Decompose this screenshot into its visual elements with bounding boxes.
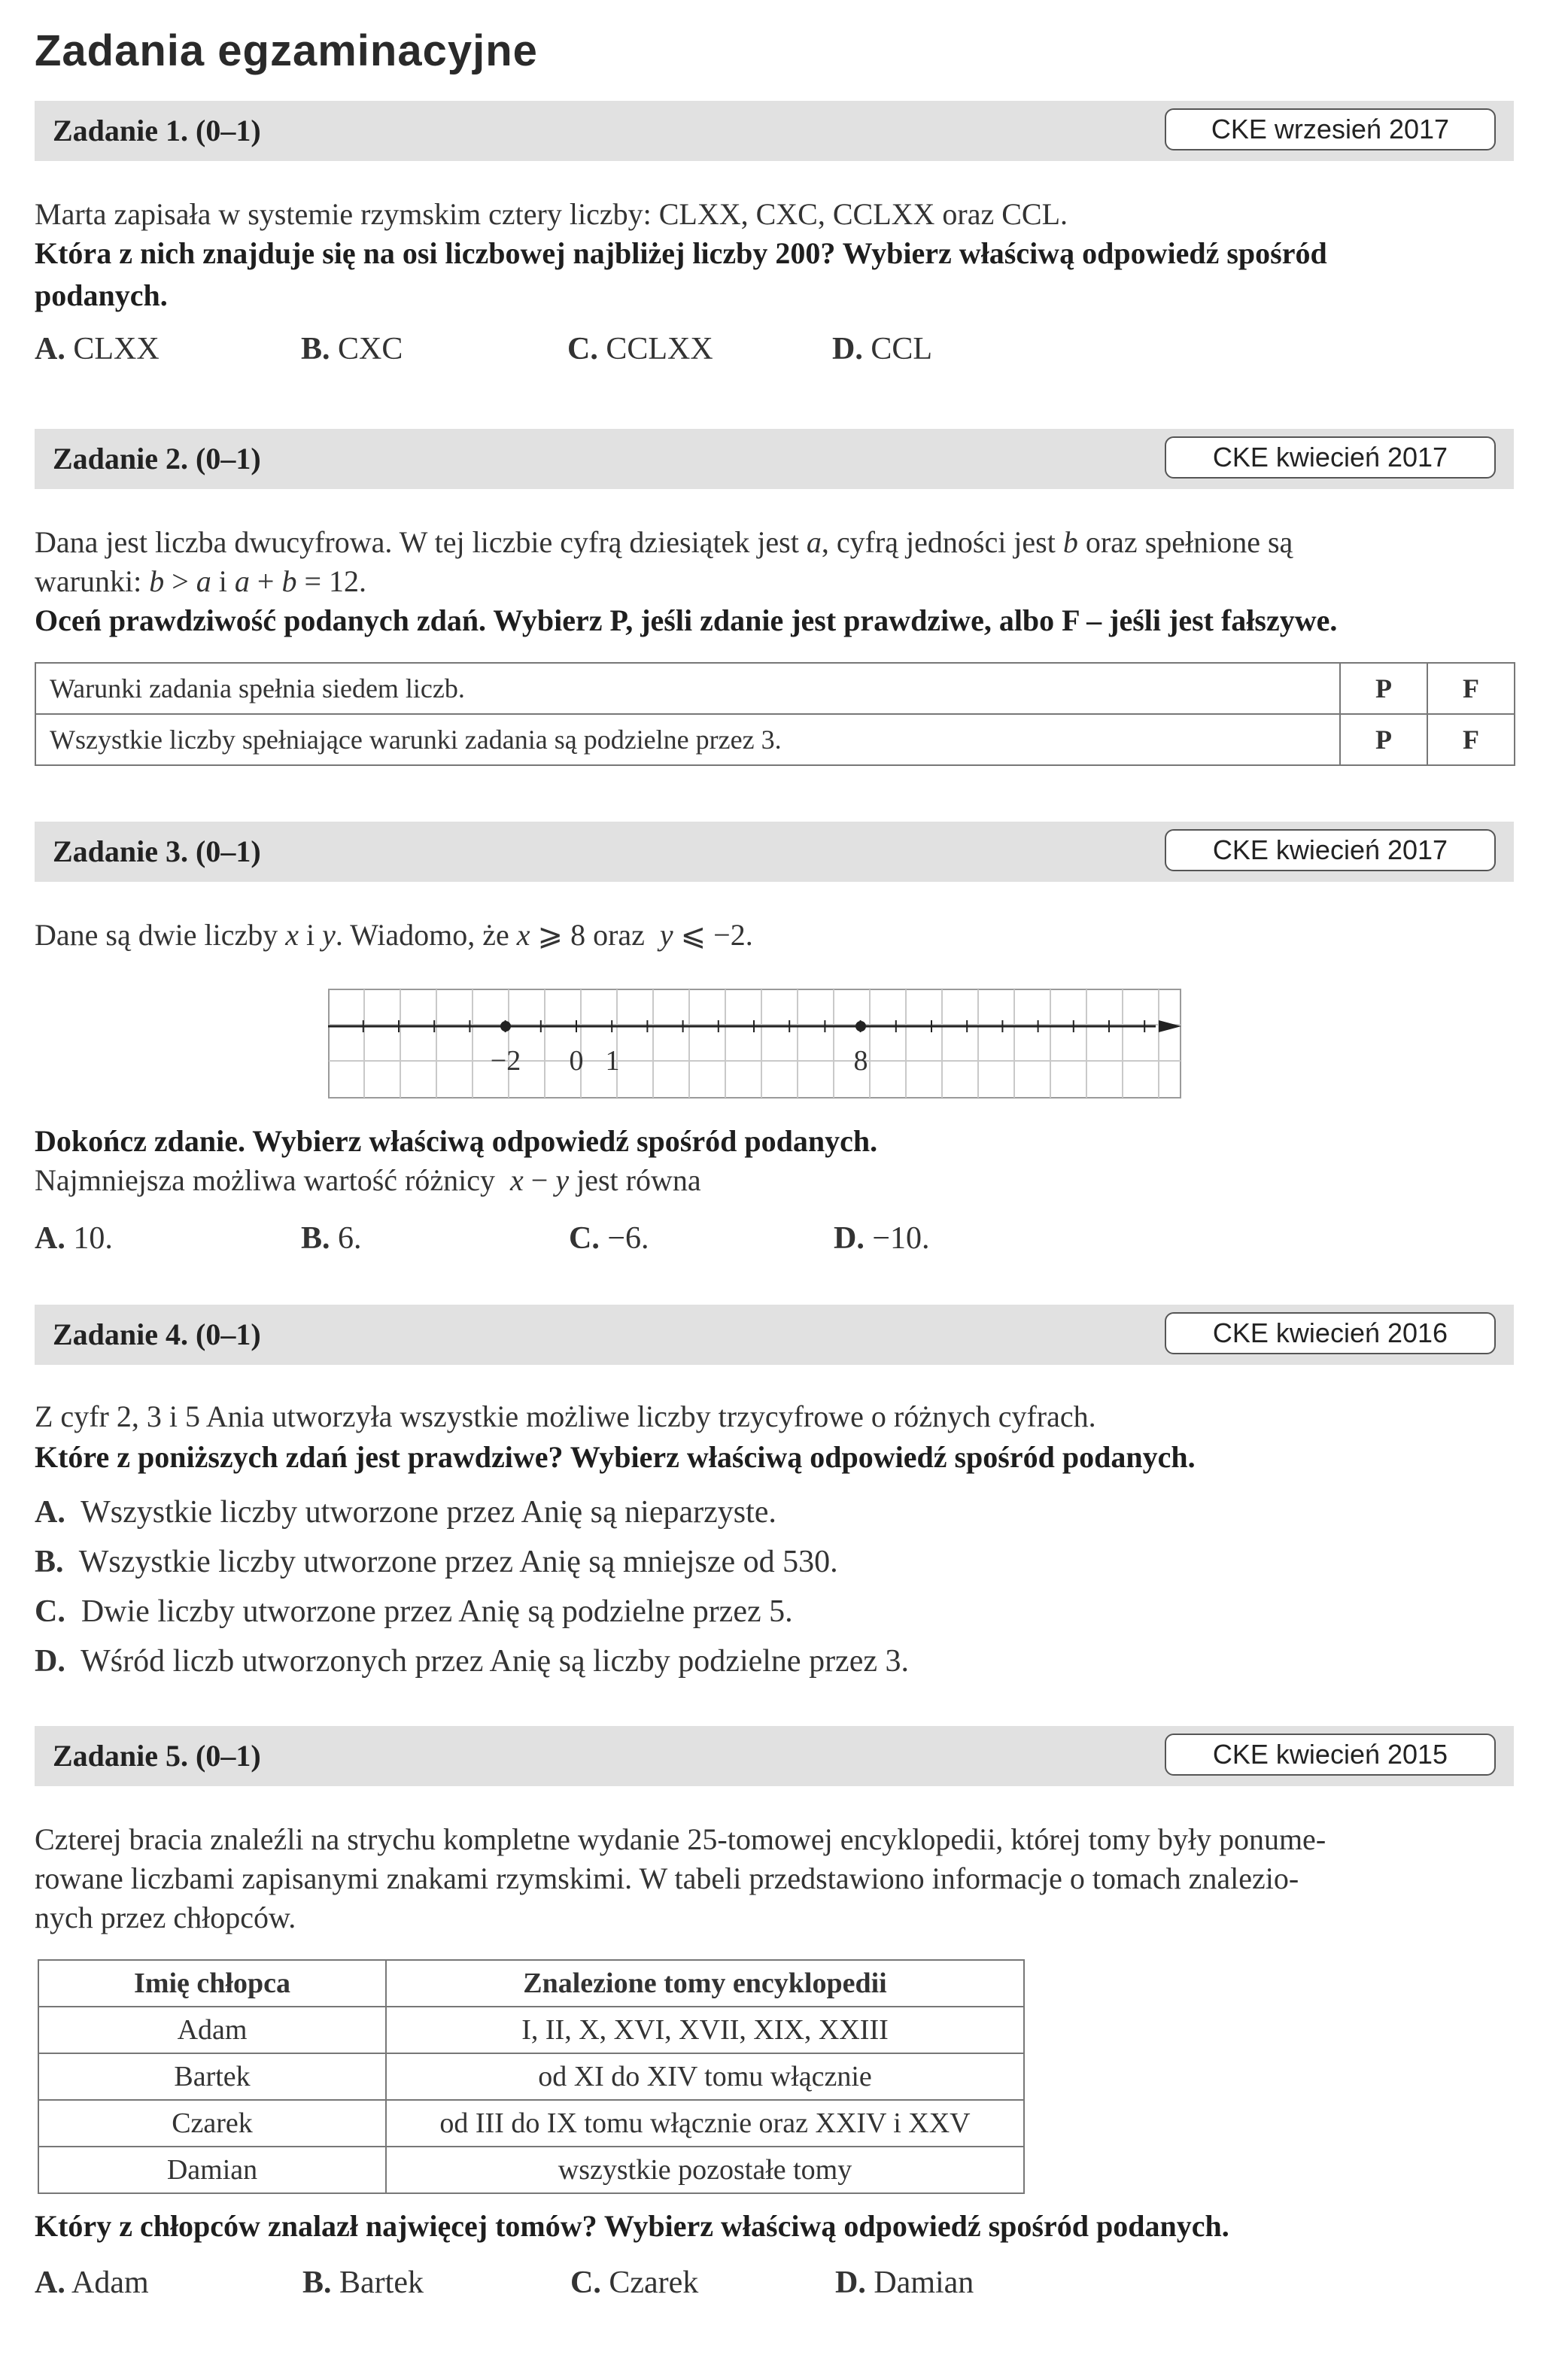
- task-4-source-badge: CKE kwiecień 2016: [1165, 1312, 1496, 1354]
- task-2-intro-line-1: Dana jest liczba dwucyfrowa. W tej liczbie cyfrą dziesiątek jest a, cyfrą jedności jest b oraz spełnione są: [35, 525, 1293, 559]
- task-2-label: Zadanie 2. (0–1): [53, 442, 261, 476]
- task-2-statements-table: [35, 662, 1515, 766]
- task-5-option-a[interactable]: A. Adam: [35, 2265, 149, 2300]
- task-3-option-d[interactable]: D. −10.: [834, 1221, 930, 1256]
- table-cell: Czarek: [38, 2100, 386, 2147]
- task-3-intro: Dane są dwie liczby x i y. Wiadomo, że x ⩾ 8 oraz y ⩽ −2.: [35, 918, 753, 952]
- task-1-source-badge: CKE wrzesień 2017: [1165, 108, 1496, 150]
- tick-label-8: 8: [853, 1045, 868, 1077]
- point-minus-2: [500, 1021, 511, 1032]
- task-1-option-b[interactable]: B. CXC: [301, 332, 403, 366]
- task-1-question-line-1: Która z nich znajduje się na osi liczbowej najbliżej liczby 200? Wybierz właściwą odpowiedź spośród: [35, 236, 1327, 270]
- task-4-option-a[interactable]: A. Wszystkie liczby utworzone przez Anię są nieparzyste.: [35, 1495, 776, 1530]
- task-5-header: [35, 1726, 1514, 1786]
- task-4-question: Które z poniższych zdań jest prawdziwe? Wybierz właściwą odpowiedź spośród podanych.: [35, 1440, 1196, 1474]
- task-4-option-d[interactable]: D. Wśród liczb utworzonych przez Anię są liczby podzielne przez 3.: [35, 1644, 909, 1679]
- task-4-option-c[interactable]: C. Dwie liczby utworzone przez Anię są podzielne przez 5.: [35, 1594, 793, 1629]
- statement-1-p[interactable]: P: [1340, 663, 1427, 714]
- task-2-intro-line-2: warunki: b > a i a + b = 12.: [35, 564, 366, 598]
- table-row: [35, 663, 1515, 714]
- task-3-option-b[interactable]: B. 6.: [301, 1221, 362, 1256]
- task-3-question: Dokończ zdanie. Wybierz właściwą odpowiedź spośród podanych.: [35, 1124, 878, 1158]
- task-5-option-c[interactable]: C. Czarek: [570, 2265, 699, 2300]
- tick-label-0: 0: [569, 1045, 584, 1077]
- task-5-option-b[interactable]: B. Bartek: [302, 2265, 424, 2300]
- task-1-option-d[interactable]: D. CCL: [832, 332, 933, 366]
- task-5-intro-line-3: nych przez chłopców.: [35, 1901, 296, 1934]
- table-cell: I, II, X, XVI, XVII, XIX, XXIII: [386, 2007, 1024, 2053]
- arrow-right-icon: [1159, 1020, 1181, 1032]
- task-4-header: [35, 1305, 1514, 1365]
- table-cell: Bartek: [38, 2053, 386, 2100]
- task-1-option-a[interactable]: A. CLXX: [35, 332, 160, 366]
- statement-text: Wszystkie liczby spełniające warunki zadania są podzielne przez 3.: [35, 714, 1340, 765]
- table-cell: od XI do XIV tomu włącznie: [386, 2053, 1024, 2100]
- statement-2-f[interactable]: F: [1427, 714, 1515, 765]
- table-row: [38, 2147, 1024, 2193]
- task-4-label: Zadanie 4. (0–1): [53, 1317, 261, 1351]
- statement-1-f[interactable]: F: [1427, 663, 1515, 714]
- table-cell: Damian: [38, 2147, 386, 2193]
- task-5-intro-line-2: rowane liczbami zapisanymi znakami rzymskimi. W tabeli przedstawiono informacje o tomach znalezio-: [35, 1861, 1299, 1895]
- task-3-label: Zadanie 3. (0–1): [53, 834, 261, 868]
- point-8: [855, 1021, 866, 1032]
- task-5-volumes-table: [38, 1959, 1025, 2194]
- task-3-source-badge: CKE kwiecień 2017: [1165, 829, 1496, 871]
- table-row: [38, 2100, 1024, 2147]
- statement-text: Warunki zadania spełnia siedem liczb.: [35, 663, 1340, 714]
- task-3-option-c[interactable]: C. −6.: [569, 1221, 649, 1256]
- task-5-option-d[interactable]: D. Damian: [835, 2265, 974, 2300]
- tick-label-1: 1: [605, 1045, 620, 1077]
- task-5-intro-line-1: Czterej bracia znaleźli na strychu kompletne wydanie 25-tomowej encyklopedii, której tomy były ponume-: [35, 1822, 1326, 1856]
- table-header: Znalezione tomy encyklopedii: [386, 1960, 1024, 2007]
- page-title: Zadania egzaminacyjne: [35, 26, 538, 75]
- task-2-question: Oceń prawdziwość podanych zdań. Wybierz P, jeśli zdanie jest prawdziwe, albo F – jeśli jest fałszywe.: [35, 603, 1338, 637]
- task-5-question: Który z chłopców znalazł najwięcej tomów? Wybierz właściwą odpowiedź spośród podanych.: [35, 2209, 1229, 2243]
- task-2-source-badge: CKE kwiecień 2017: [1165, 436, 1496, 479]
- task-1-option-c[interactable]: C. CCLXX: [567, 332, 713, 366]
- task-1-intro: Marta zapisała w systemie rzymskim cztery liczby: CLXX, CXC, CCLXX oraz CCL.: [35, 197, 1068, 231]
- task-3-sentence: Najmniejsza możliwa wartość różnicy x − y jest równa: [35, 1163, 701, 1197]
- task-5-source-badge: CKE kwiecień 2015: [1165, 1734, 1496, 1776]
- tick-label-minus-2: −2: [490, 1045, 521, 1077]
- task-5-label: Zadanie 5. (0–1): [53, 1739, 261, 1773]
- number-line-grid: [328, 989, 1181, 1098]
- task-4-option-b[interactable]: B. Wszystkie liczby utworzone przez Anię są mniejsze od 530.: [35, 1545, 838, 1579]
- task-1-question-line-2: podanych.: [35, 278, 168, 312]
- task-2-header: [35, 429, 1514, 489]
- task-4-intro: Z cyfr 2, 3 i 5 Ania utworzyła wszystkie możliwe liczby trzycyfrowe o różnych cyfrach.: [35, 1399, 1096, 1433]
- table-cell: Adam: [38, 2007, 386, 2053]
- statement-2-p[interactable]: P: [1340, 714, 1427, 765]
- table-row: [38, 2007, 1024, 2053]
- table-row: [38, 2053, 1024, 2100]
- table-cell: wszystkie pozostałe tomy: [386, 2147, 1024, 2193]
- table-header-row: [38, 1960, 1024, 2007]
- table-row: [35, 714, 1515, 765]
- task-1-header: [35, 101, 1514, 161]
- task-3-option-a[interactable]: A. 10.: [35, 1221, 113, 1256]
- table-cell: od III do IX tomu włącznie oraz XXIV i XXV: [386, 2100, 1024, 2147]
- table-header: Imię chłopca: [38, 1960, 386, 2007]
- task-3-header: [35, 822, 1514, 882]
- task-1-label: Zadanie 1. (0–1): [53, 114, 261, 147]
